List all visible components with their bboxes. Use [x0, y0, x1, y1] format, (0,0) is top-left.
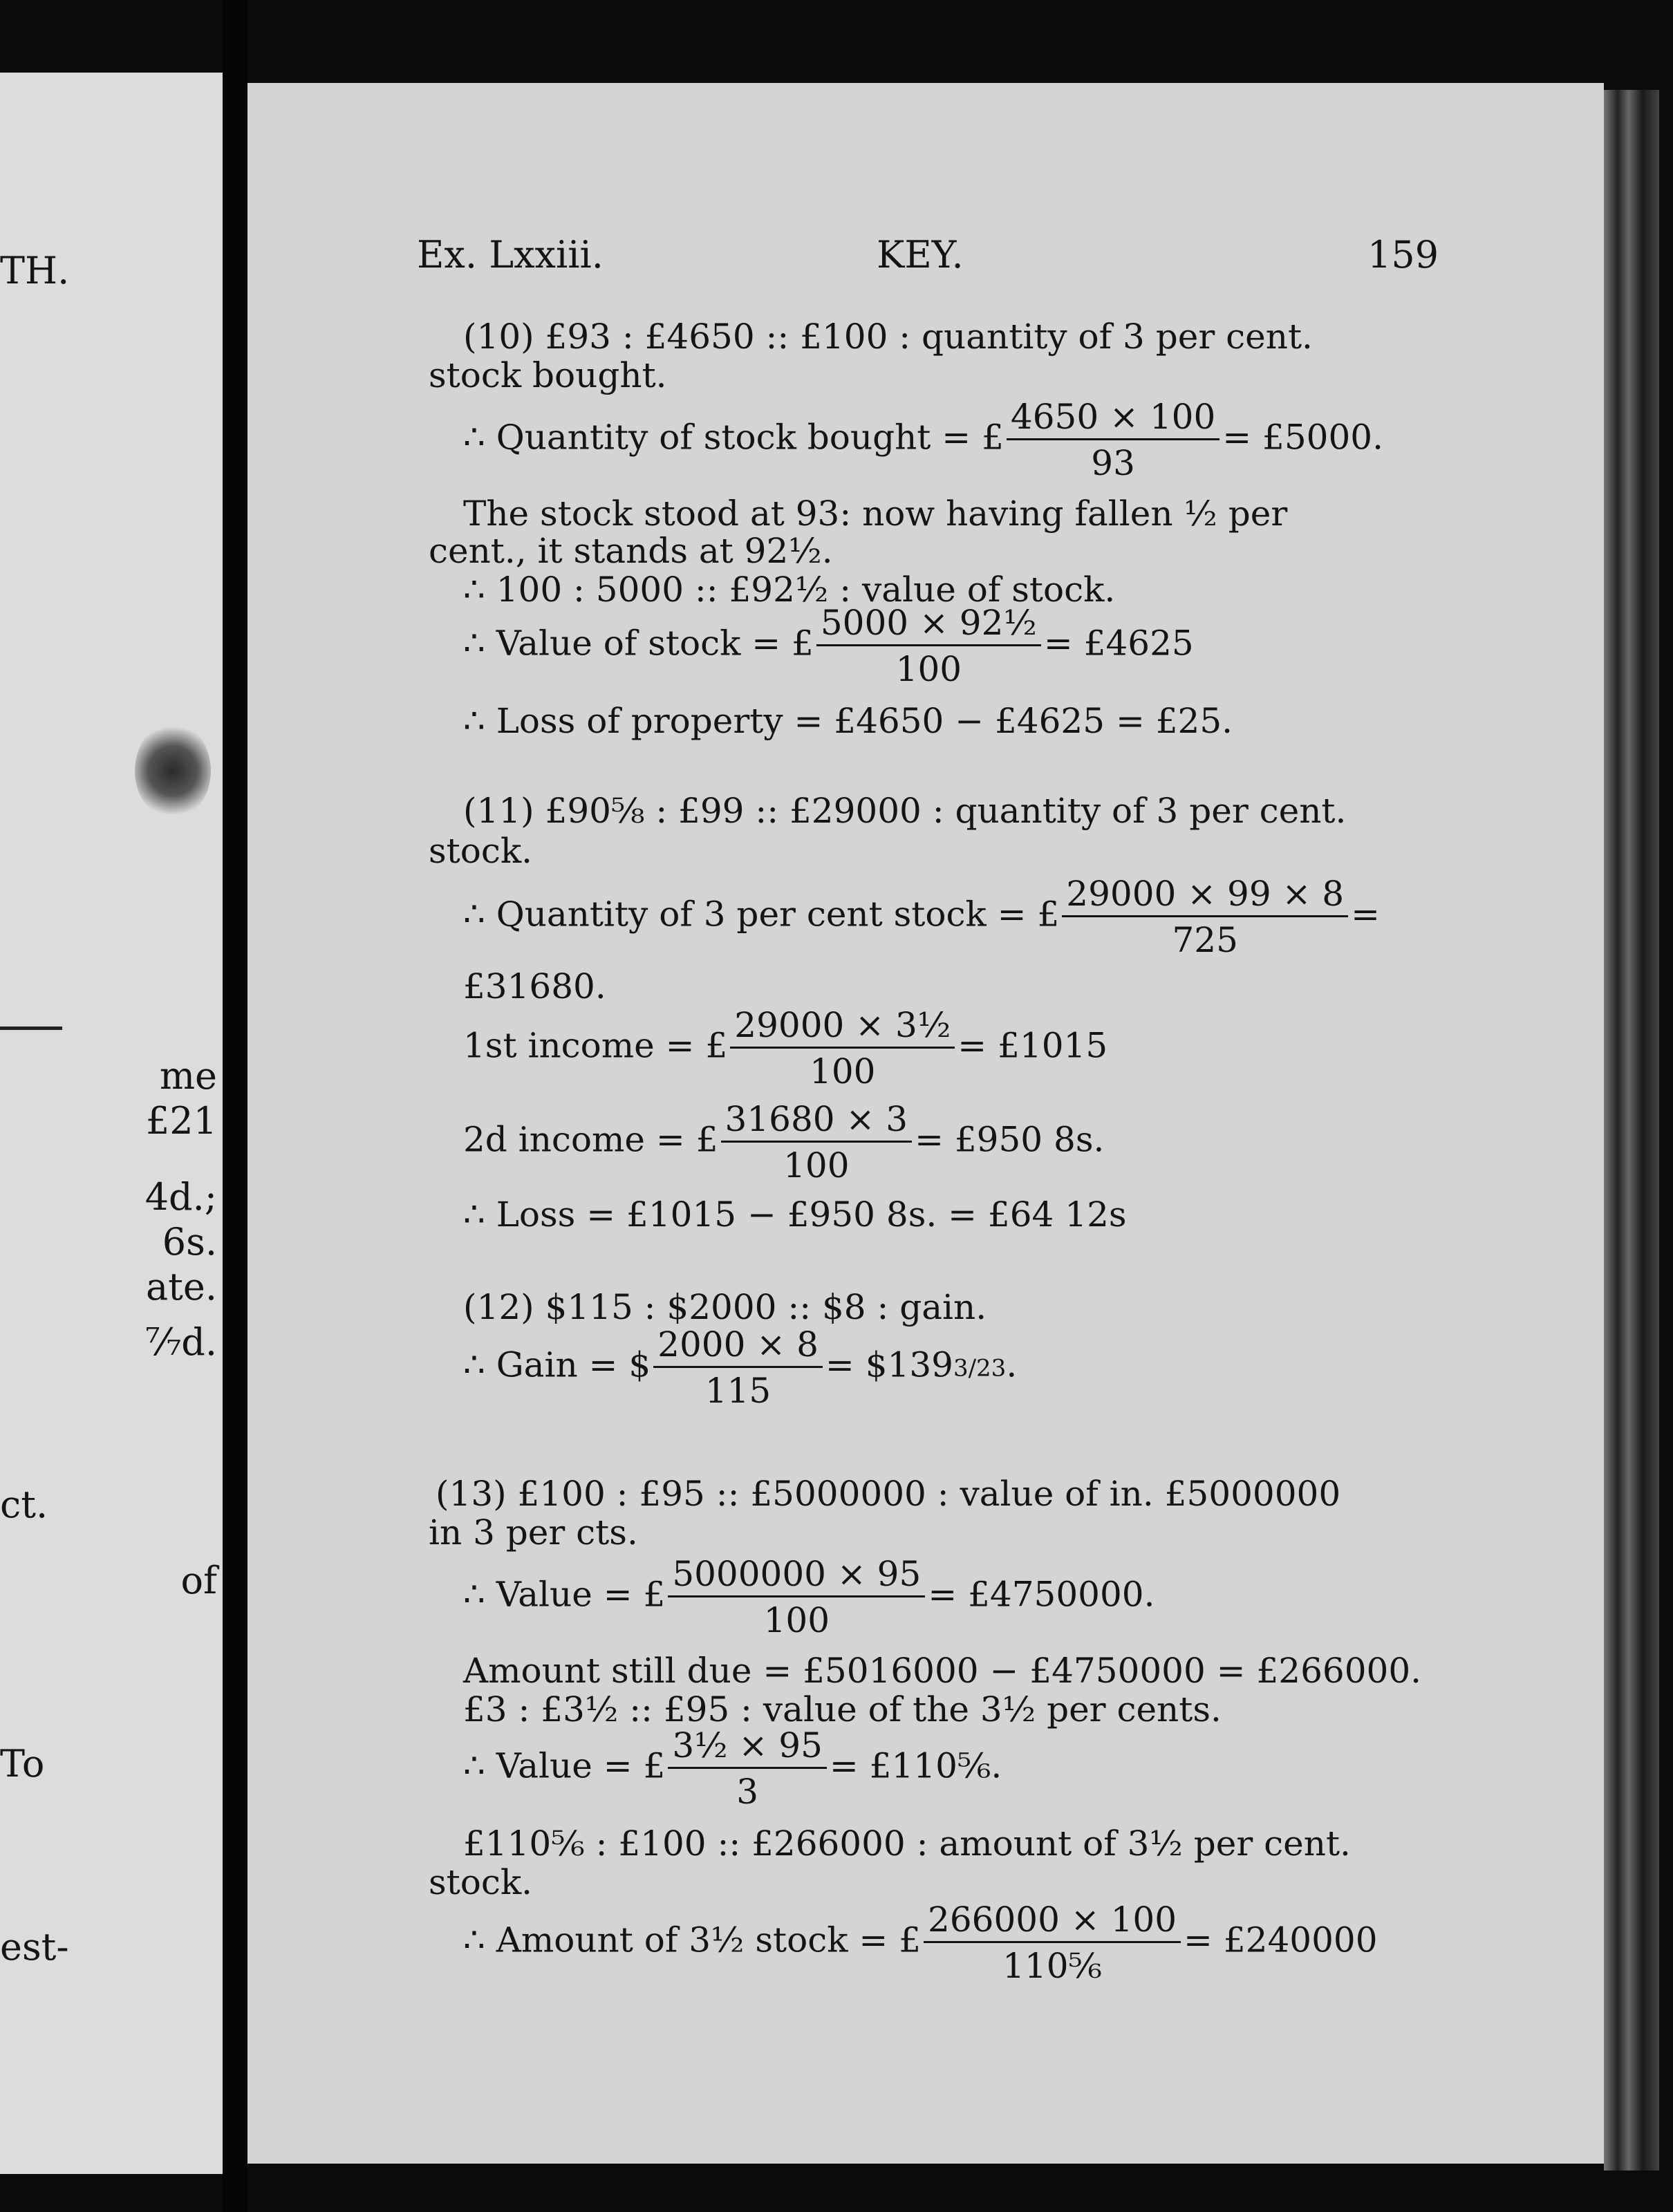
equation-text: 2d income = £	[463, 1119, 718, 1160]
denominator: 100	[763, 1600, 830, 1640]
left-page-fragment: est-	[0, 1925, 69, 1969]
denominator: 100	[783, 1145, 850, 1185]
problem-11-equation	[463, 874, 1381, 960]
rule-line	[0, 1027, 62, 1030]
denominator: 93	[1091, 443, 1135, 483]
fraction	[730, 1005, 955, 1091]
left-page-fragment: of	[180, 1559, 217, 1602]
page-edge-stack	[1604, 90, 1659, 2171]
left-page-fragment: 6s.	[162, 1220, 217, 1264]
ink-smudge	[135, 722, 211, 819]
page-number: 159	[1367, 233, 1439, 276]
problem-13-line: Amount still due = £5016000 − £4750000 = £266000.	[463, 1651, 1422, 1691]
fraction	[721, 1099, 913, 1185]
problem-10-line: ∴ Loss of property = £4650 − £4625 = £25.	[463, 701, 1233, 741]
problem-11-line: stock.	[429, 831, 533, 871]
left-page-fragment: To	[0, 1742, 45, 1785]
numerator: 31680 × 3	[721, 1102, 913, 1143]
fraction	[924, 1900, 1181, 1986]
equation-text: 1st income = £	[463, 1025, 728, 1066]
problem-12-equation	[463, 1324, 1018, 1411]
left-page-fragment: £21	[145, 1099, 217, 1143]
fraction	[1007, 397, 1219, 483]
problem-13-equation	[463, 1554, 1155, 1640]
left-page-fragment: TH.	[0, 249, 70, 292]
problem-13-equation	[463, 1900, 1378, 1986]
numerator: 5000 × 92½	[816, 606, 1041, 646]
denominator: 3	[736, 1772, 758, 1812]
equation-text: = £5000.	[1222, 417, 1384, 458]
left-page-fragment: ⁷⁄₇d.	[144, 1320, 217, 1364]
problem-10-line: (10) £93 : £4650 :: £100 : quantity of 3 per cent.	[463, 317, 1313, 357]
left-page-fragment: ate.	[145, 1265, 217, 1309]
problem-13-equation	[463, 1725, 1002, 1812]
denominator: 100	[810, 1051, 876, 1091]
fraction	[668, 1725, 827, 1812]
equation-text: ∴ Value = £	[463, 1745, 666, 1786]
mixed-fraction: 3/23	[953, 1354, 1007, 1382]
equation-text: ∴ Value of stock = £	[463, 623, 814, 664]
equation-text: = $139	[825, 1344, 953, 1385]
numerator: 3½ × 95	[668, 1728, 827, 1769]
denominator: 100	[895, 649, 962, 689]
equation-text: ∴ Value = £	[463, 1574, 666, 1615]
denominator: 110⅚	[1002, 1946, 1102, 1986]
problem-13-line: (13) £100 : £95 :: £5000000 : value of in. £5000000	[436, 1474, 1341, 1514]
numerator: 2000 × 8	[653, 1327, 823, 1368]
equation-text: ∴ Quantity of stock bought = £	[463, 417, 1004, 458]
problem-10-equation	[463, 603, 1194, 689]
equation-text: ∴ Amount of 3½ stock = £	[463, 1920, 922, 1960]
problem-11-equation	[463, 1099, 1105, 1185]
problem-13-line: in 3 per cts.	[429, 1512, 638, 1553]
problem-11-line: (11) £90⅝ : £99 :: £29000 : quantity of 3 per cent.	[463, 791, 1347, 831]
equation-text: ∴ Gain = $	[463, 1344, 651, 1385]
numerator: 29000 × 99 × 8	[1062, 877, 1348, 917]
problem-10-line: stock bought.	[429, 355, 667, 395]
fraction	[1062, 874, 1348, 960]
numerator: 266000 × 100	[924, 1902, 1181, 1943]
numerator: 5000000 × 95	[668, 1557, 925, 1597]
running-header-title: KEY.	[877, 233, 964, 276]
problem-13-line: stock.	[429, 1862, 533, 1902]
book-gutter	[223, 0, 247, 2212]
equation-text: = £1015	[957, 1025, 1108, 1066]
fraction	[816, 603, 1041, 689]
problem-11-line: ∴ Loss = £1015 − £950 8s. = £64 12s	[463, 1194, 1127, 1235]
equation-text: = £4750000.	[928, 1574, 1155, 1615]
problem-13-line: £3 : £3½ :: £95 : value of the 3½ per cents.	[463, 1689, 1222, 1730]
numerator: 29000 × 3½	[730, 1008, 955, 1049]
left-page-fragment: me	[159, 1054, 217, 1098]
problem-10-line: ∴ 100 : 5000 :: £92½ : value of stock.	[463, 570, 1116, 610]
left-page-fragment: ct.	[0, 1483, 48, 1526]
problem-12-line: (12) $115 : $2000 :: $8 : gain.	[463, 1287, 987, 1327]
problem-10-line: cent., it stands at 92½.	[429, 531, 833, 571]
denominator: 115	[704, 1371, 772, 1411]
equation-text: .	[1006, 1344, 1018, 1385]
equation-text: = £4625	[1043, 623, 1194, 664]
equation-text: = £950 8s.	[915, 1119, 1105, 1160]
book-page	[247, 83, 1604, 2164]
problem-11-equation	[463, 1005, 1108, 1091]
fraction	[653, 1324, 823, 1411]
left-page-fragment: 4d.;	[144, 1175, 217, 1219]
problem-11-line: £31680.	[463, 966, 606, 1006]
equation-text: = £240000	[1184, 1920, 1378, 1960]
running-header-left: Ex. Lxxiii.	[417, 233, 604, 276]
fraction	[668, 1554, 925, 1640]
problem-10-equation	[463, 397, 1384, 483]
left-facing-page	[0, 73, 223, 2174]
denominator: 725	[1172, 920, 1238, 960]
problem-10-line: The stock stood at 93: now having fallen ½ per	[463, 494, 1288, 534]
numerator: 4650 × 100	[1007, 400, 1219, 440]
equation-text: =	[1351, 894, 1381, 935]
problem-13-line: £110⅚ : £100 :: £266000 : amount of 3½ per cent.	[463, 1824, 1351, 1864]
equation-text: ∴ Quantity of 3 per cent stock = £	[463, 894, 1060, 935]
equation-text: = £110⅚.	[829, 1745, 1002, 1786]
